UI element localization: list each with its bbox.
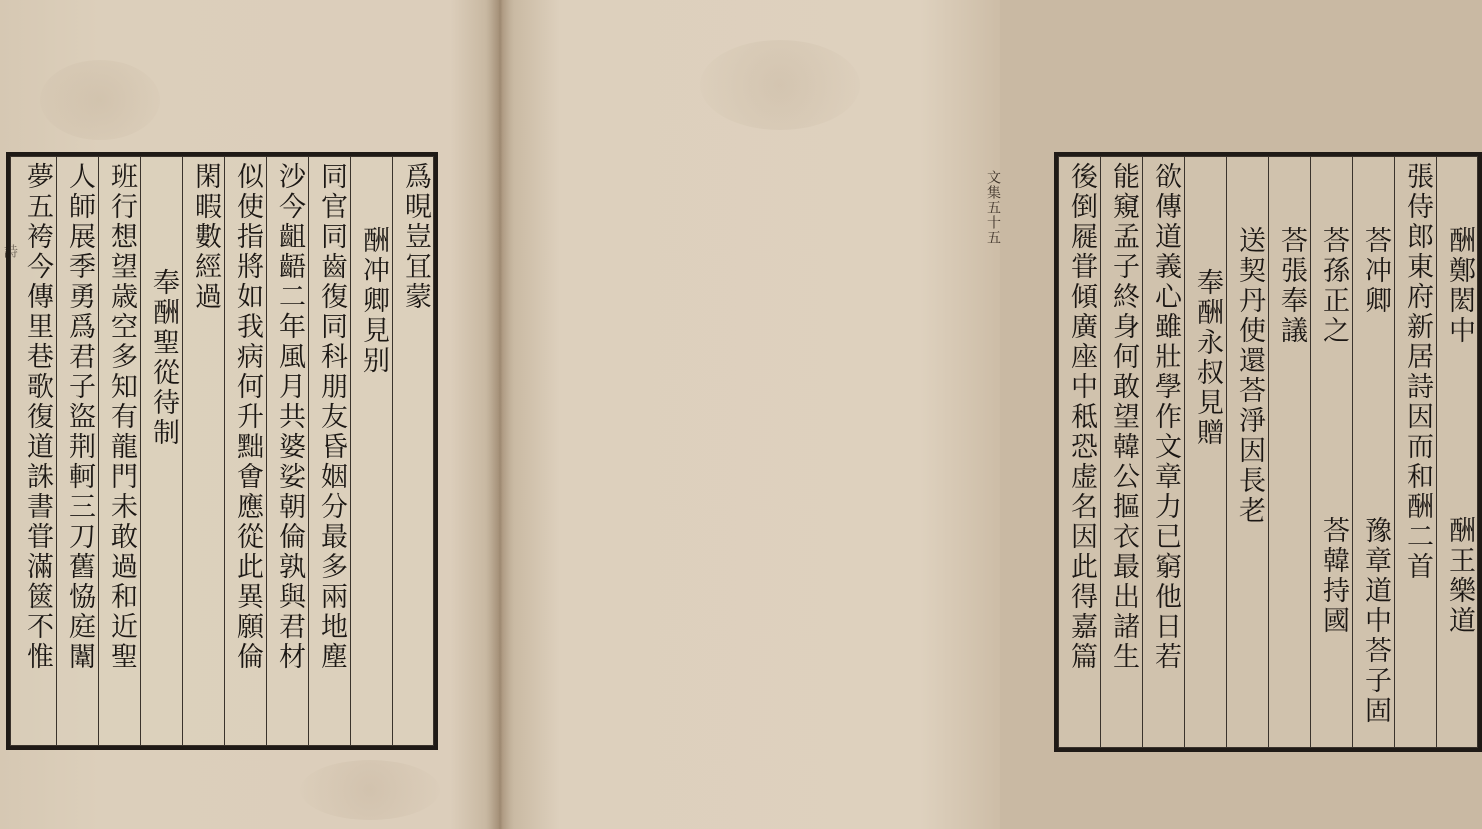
text-column (350, 156, 392, 746)
left-page (0, 0, 498, 829)
column-text: 酬鄭閎中 (1444, 226, 1475, 346)
column-text: 沙今齟齬二年風月共婆娑朝倫孰與君材 (274, 162, 305, 672)
column-text: 後倒屣甞傾廣座中秪恐虚名因此得嘉篇 (1066, 162, 1097, 672)
column-text: 似使指將如我病何升黜㑹應從此異願倫 (232, 162, 263, 672)
left-margin-note: 詩 (2, 244, 18, 259)
text-column (56, 156, 98, 746)
column-text: 荅張奉議 (1276, 226, 1307, 346)
left-columns (10, 156, 434, 746)
text-column (224, 156, 266, 746)
text-column (1394, 156, 1436, 748)
column-text: 奉酬永叔見贈 (1192, 268, 1223, 448)
column-text: 班行想望歳空多知有龍門未敢過和近聖 (106, 162, 137, 672)
right-columns (1058, 156, 1478, 748)
column-bottom-text: 豫章道中荅子固 (1360, 516, 1391, 726)
text-column (14, 156, 56, 746)
column-bottom-text: 荅韓持國 (1318, 516, 1349, 636)
text-column (1184, 156, 1226, 748)
text-column (1436, 156, 1478, 748)
column-text: 夢五袴今傳里巷歌復道誅書甞滿篋不惟 (22, 162, 53, 672)
text-column (1226, 156, 1268, 748)
right-margin-note: 文集五十五 (985, 170, 1001, 245)
text-column (1142, 156, 1184, 748)
text-column (392, 156, 434, 746)
column-text: 人師展季勇爲君子盜荆軻三刀舊恊庭闈 (64, 162, 95, 672)
text-column (182, 156, 224, 746)
text-column (308, 156, 350, 746)
right-text-frame (1054, 152, 1482, 752)
text-column (266, 156, 308, 746)
column-text: 爲晛豈冝蒙 (400, 162, 431, 312)
column-text: 荅孫正之 (1318, 226, 1349, 346)
text-column (1352, 156, 1394, 748)
column-text: 能窺孟子終身何敢望韓公摳衣最出諸生 (1108, 162, 1139, 672)
text-column (1058, 156, 1100, 748)
column-text: 閑暇數經過 (190, 162, 221, 312)
text-column (98, 156, 140, 746)
column-text: 同官同齒復同科朋友昏姻分最多兩地塵 (316, 162, 347, 672)
column-text: 欲傳道義心雖壯學作文章力已窮他日若 (1150, 162, 1181, 672)
text-column (1100, 156, 1142, 748)
text-column (140, 156, 182, 746)
column-bottom-text: 酬王樂道 (1444, 516, 1475, 636)
column-text: 送契丹使還荅淨因長老 (1234, 226, 1265, 526)
column-text: 荅冲卿 (1360, 226, 1391, 316)
column-text: 張侍郎東府新居詩因而和酬二首 (1402, 162, 1433, 582)
text-column (1268, 156, 1310, 748)
column-text: 酬冲卿見别 (358, 226, 389, 376)
column-text: 奉酬聖從待制 (148, 268, 179, 448)
right-page (502, 0, 1475, 829)
text-column (1310, 156, 1352, 748)
left-text-frame (6, 152, 438, 750)
